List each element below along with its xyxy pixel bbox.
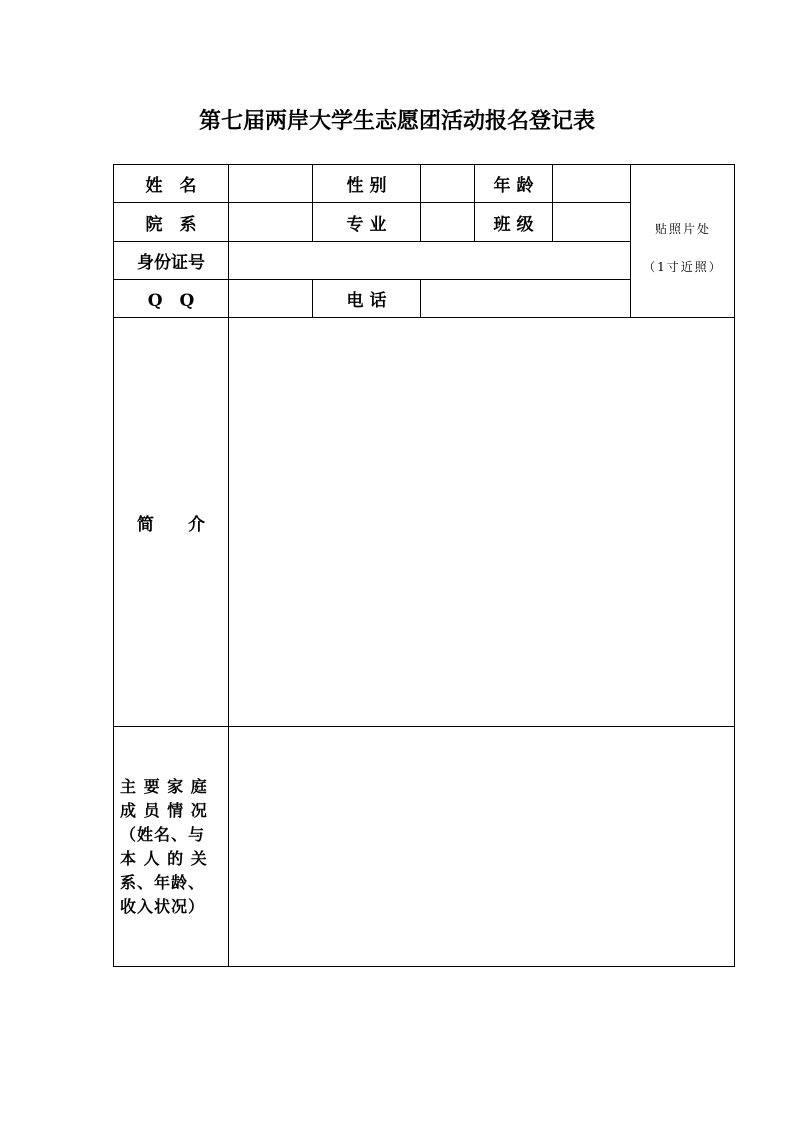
- gender-field[interactable]: [421, 165, 474, 202]
- gender-label: 性 别: [346, 176, 387, 196]
- photo-size-note: （1寸近照）: [643, 260, 723, 274]
- table-border-bottom: [113, 966, 735, 967]
- table-border-right: [734, 164, 735, 967]
- photo-area[interactable]: [631, 165, 734, 317]
- major-label: 专 业: [346, 214, 387, 235]
- family-label-line: 本 人 的 关: [120, 849, 208, 868]
- family-label-line: 收入状况）: [120, 897, 206, 916]
- qq-label: Q Q: [147, 291, 195, 311]
- phone-label: 电 话: [346, 291, 387, 311]
- family-field[interactable]: [229, 727, 734, 966]
- phone-field[interactable]: [421, 280, 630, 317]
- id-number-field[interactable]: [229, 242, 630, 279]
- age-label: 年 龄: [493, 176, 534, 196]
- major-field[interactable]: [421, 203, 474, 241]
- id-number-label: 身份证号: [137, 253, 205, 273]
- family-label-line: 成 员 情 况: [120, 801, 208, 820]
- college-label: 院 系: [145, 214, 197, 235]
- class-label: 班 级: [493, 214, 534, 235]
- intro-label: 简 介: [137, 514, 205, 535]
- family-label: [114, 727, 228, 966]
- college-field[interactable]: [229, 203, 312, 241]
- family-label-line: 主 要 家 庭: [120, 777, 208, 796]
- class-field[interactable]: [553, 203, 630, 241]
- age-field[interactable]: [553, 165, 630, 202]
- family-label-line: 系、年龄、: [120, 873, 206, 892]
- photo-instruction: 贴照片处: [654, 222, 711, 236]
- form-title: 第七届两岸大学生志愿团活动报名登记表: [198, 108, 595, 134]
- name-field[interactable]: [229, 165, 312, 202]
- name-label: 姓 名: [145, 176, 197, 196]
- intro-field[interactable]: [229, 318, 734, 726]
- qq-field[interactable]: [229, 280, 312, 317]
- family-label-line: （姓名、与: [120, 825, 206, 844]
